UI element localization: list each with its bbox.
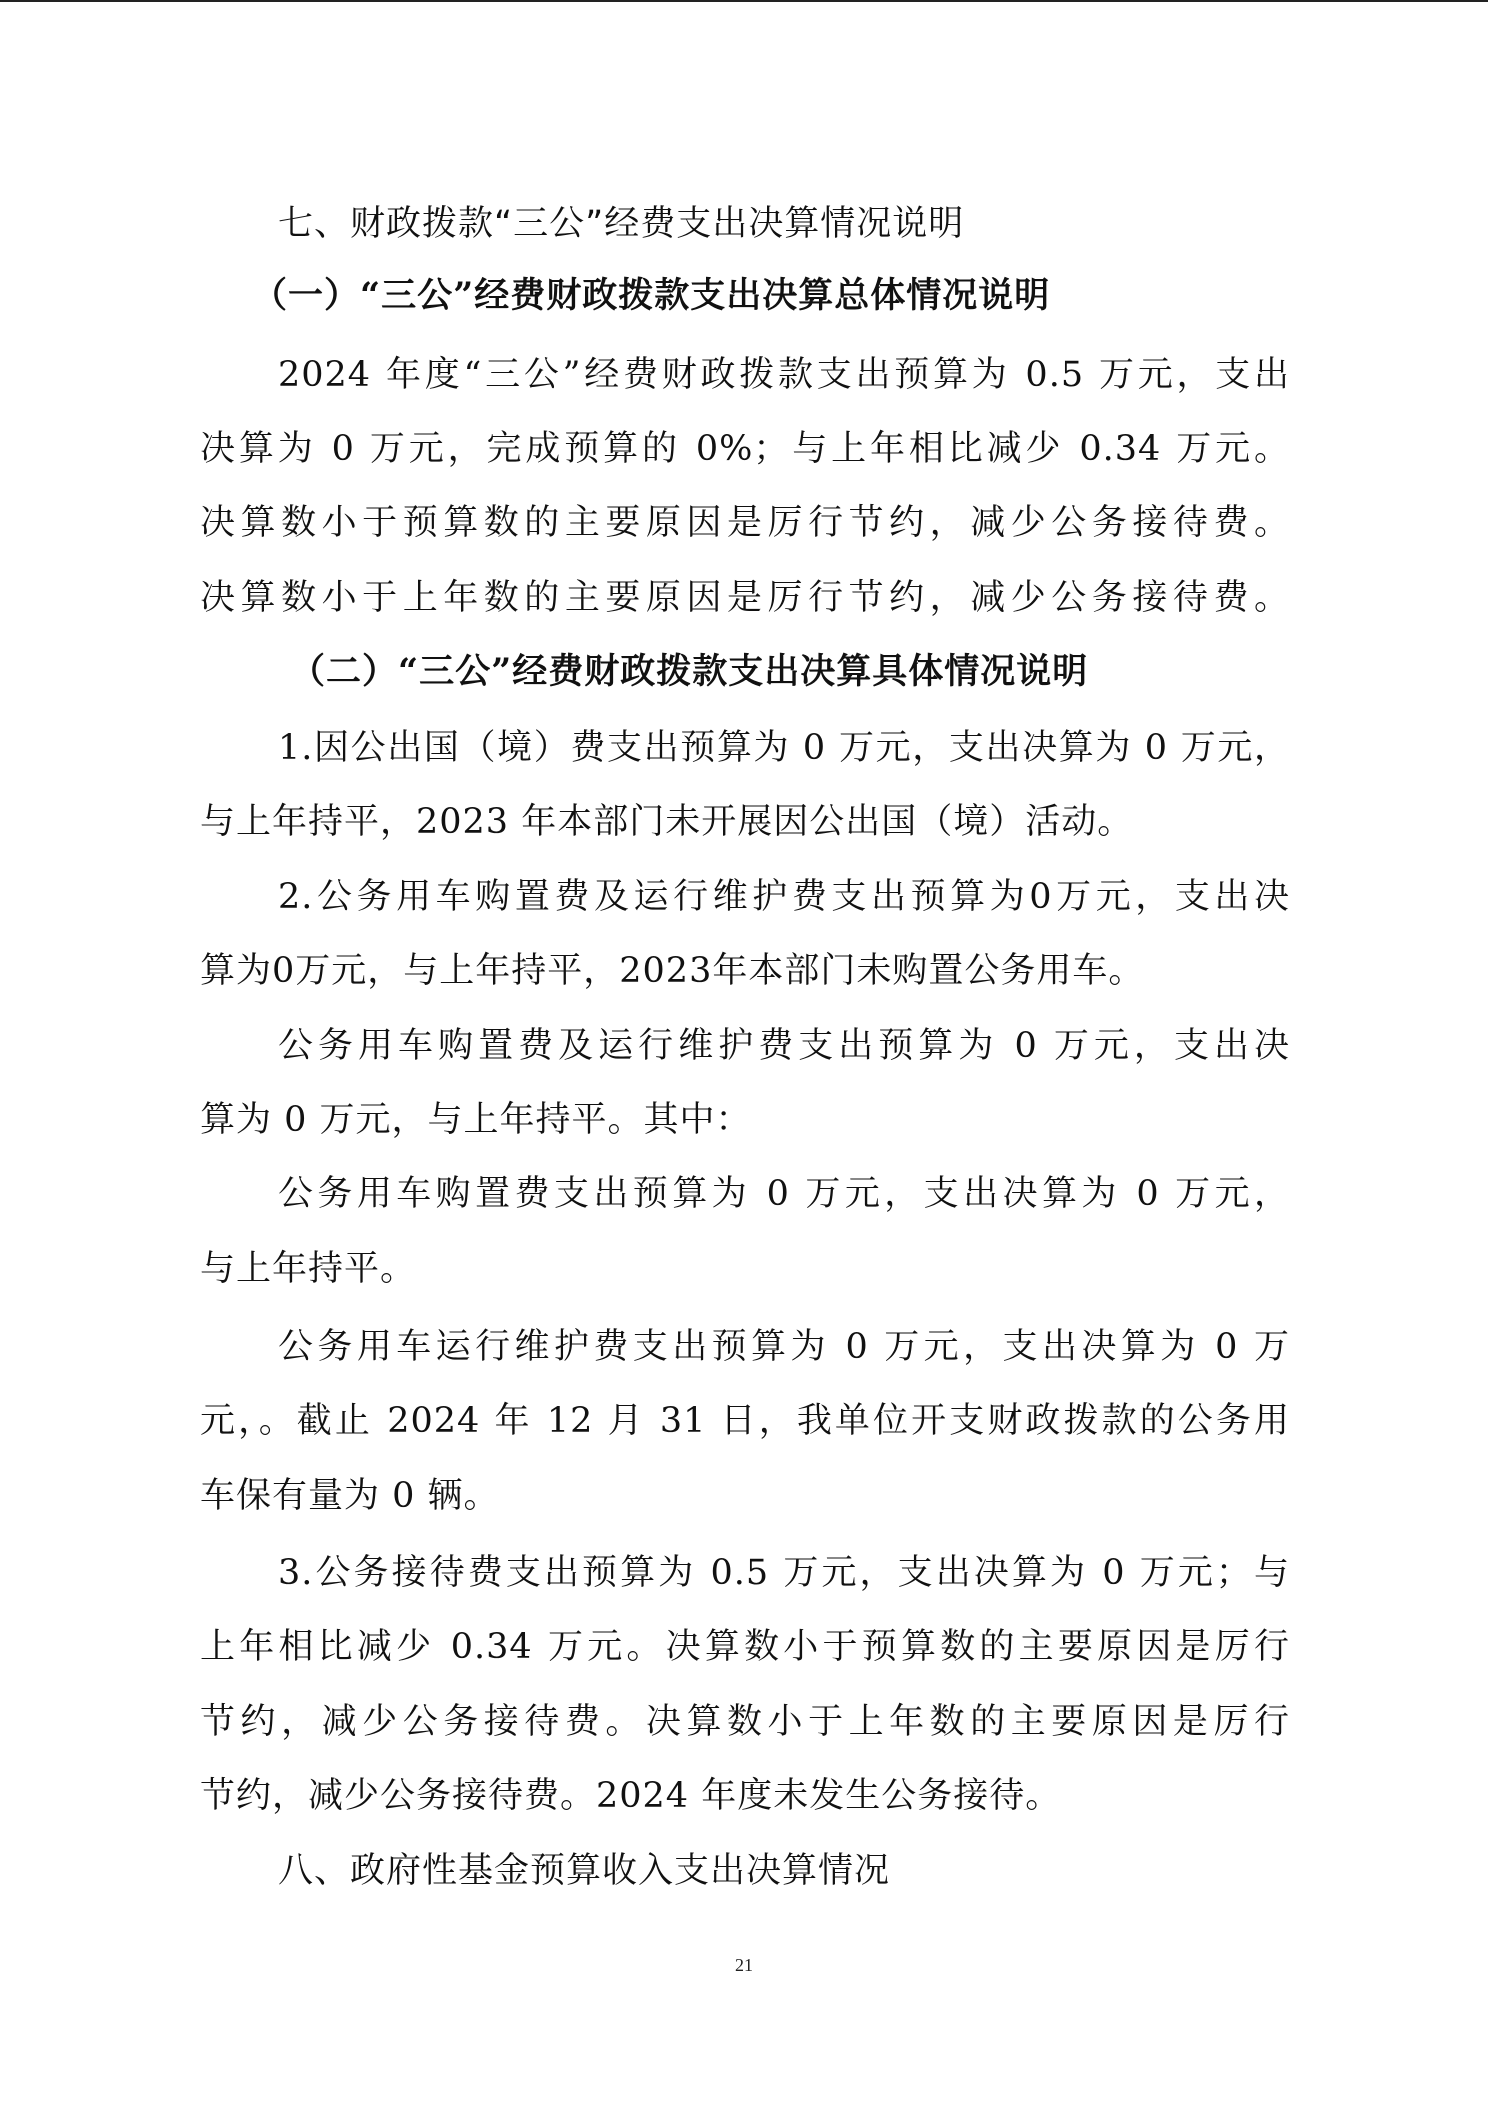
page-number: 21: [735, 1955, 753, 1975]
section-8-heading: 八、政府性基金预算收入支出决算情况: [278, 1851, 891, 1891]
paragraph-line: 3.公务接待费支出预算为 0.5 万元，支出决算为 0 万元；与: [278, 1553, 1290, 1593]
paragraph-line: 1.因公出国（境）费支出预算为 0 万元，支出决算为 0 万元，: [278, 728, 1290, 768]
paragraph-line: 与上年持平，2023 年本部门未开展因公出国（境）活动。: [200, 802, 1134, 842]
paragraph-line: 元，。截止 2024 年 12 月 31 日，我单位开支财政拨款的公务用: [200, 1401, 1290, 1441]
paragraph-line: 决算数小于上年数的主要原因是厉行节约，减少公务接待费。: [200, 578, 1290, 618]
subsection-2-heading: （二）“三公”经费财政拨款支出决算具体情况说明: [290, 651, 1089, 692]
paragraph-line: 公务用车运行维护费支出预算为 0 万元，支出决算为 0 万: [278, 1327, 1290, 1367]
paragraph-line: 节约，减少公务接待费。决算数小于上年数的主要原因是厉行: [200, 1702, 1290, 1742]
paragraph-line: 节约，减少公务接待费。2024 年度未发生公务接待。: [200, 1776, 1062, 1816]
paragraph-line: 公务用车购置费及运行维护费支出预算为 0 万元，支出决: [278, 1026, 1290, 1066]
section-7-heading: 七、财政拨款“三公”经费支出决算情况说明: [278, 204, 965, 244]
paragraph-line: 与上年持平。: [200, 1249, 417, 1289]
page-top-border: [0, 0, 1488, 2]
paragraph-line: 车保有量为 0 辆。: [200, 1476, 500, 1516]
paragraph-line: 决算为 0 万元，完成预算的 0%；与上年相比减少 0.34 万元。: [200, 429, 1290, 469]
subsection-1-heading: （一）“三公”经费财政拨款支出决算总体情况说明: [252, 275, 1051, 316]
paragraph-line: 公务用车购置费支出预算为 0 万元，支出决算为 0 万元，: [278, 1174, 1290, 1214]
paragraph-line: 上年相比减少 0.34 万元。决算数小于预算数的主要原因是厉行: [200, 1627, 1290, 1667]
paragraph-line: 决算数小于预算数的主要原因是厉行节约，减少公务接待费。: [200, 503, 1290, 543]
paragraph-line: 2.公务用车购置费及运行维护费支出预算为0万元，支出决: [278, 877, 1290, 917]
paragraph-line: 算为 0 万元，与上年持平。其中：: [200, 1100, 752, 1140]
paragraph-line: 2024 年度“三公”经费财政拨款支出预算为 0.5 万元，支出: [278, 355, 1290, 395]
paragraph-line: 算为0万元，与上年持平，2023年本部门未购置公务用车。: [200, 951, 1145, 991]
